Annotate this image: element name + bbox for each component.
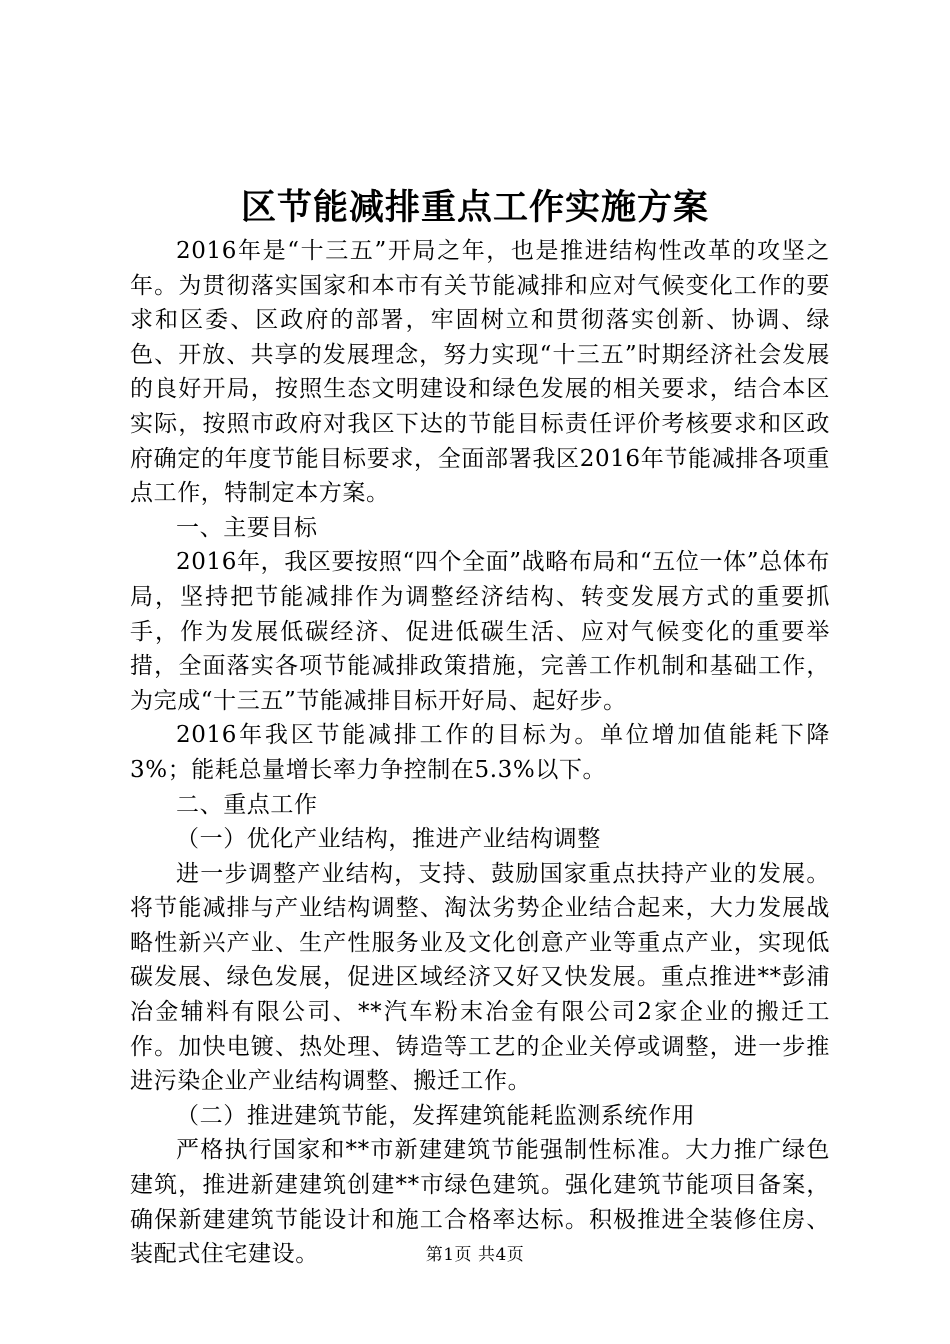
section-heading-key-work: 二、重点工作 xyxy=(176,791,318,818)
document-body xyxy=(130,234,830,1272)
industry-paragraph: 进一步调整产业结构，支持、鼓励国家重点扶持产业的发展。将节能减排与产业结构调整、淘汰劣势企业结合起来，大力发展战略性新兴产业、生产性服务业及文化创意产业等重点产业，实现低碳发展、绿色发展，促进区域经济又好又快发展。重点推进**彭浦冶金辅料有限公司、**汽车粉末冶金有限公司2家企业的搬迁工作。加快电镀、热处理、铸造等工艺的企业关停或调整，进一步推进污染企业产业结构调整、搬迁工作。 xyxy=(130,860,830,1095)
subsection-heading-building: （二）推进建筑节能，发挥建筑能耗监测系统作用 xyxy=(176,1102,696,1129)
document-title: 区节能减排重点工作实施方案 xyxy=(240,187,709,228)
section-heading-main-goals: 一、主要目标 xyxy=(176,514,318,541)
subsection-heading-industry: （一）优化产业结构，推进产业结构调整 xyxy=(176,826,601,853)
building-paragraph: 严格执行国家和**市新建建筑节能强制性标准。大力推广绿色建筑，推进新建建筑创建**市绿色建筑。强化建筑节能项目备案，确保新建建筑节能设计和施工合格率达标。积极推进全装修住房、装配式住宅建设。 xyxy=(130,1137,830,1268)
intro-paragraph: 2016年是“十三五”开局之年，也是推进结构性改革的攻坚之年。为贯彻落实国家和本市有关节能减排和应对气候变化工作的要求和区委、区政府的部署，牢固树立和贯彻落实创新、协调、绿色、开放、共享的发展理念，努力实现“十三五”时期经济社会发展的良好开局，按照生态文明建设和绿色发展的相关要求，结合本区实际，按照市政府对我区下达的节能目标责任评价考核要求和区政府确定的年度节能目标要求，全面部署我区2016年节能减排各项重点工作，特制定本方案。 xyxy=(130,238,830,507)
target-paragraph: 2016年我区节能减排工作的目标为。单位增加值能耗下降3%；能耗总量增长率力争控制在5.3%以下。 xyxy=(130,722,830,783)
page-number-footer: 第1页 共4页 xyxy=(425,1245,525,1265)
main-goals-paragraph: 2016年，我区要按照“四个全面”战略布局和“五位一体”总体布局，坚持把节能减排作为调整经济结构、转变发展方式的重要抓手，作为发展低碳经济、促进低碳生活、应对气候变化的重要举措，全面落实各项节能减排政策措施，完善工作机制和基础工作，为完成“十三五”节能减排目标开好局、起好步。 xyxy=(130,549,830,714)
